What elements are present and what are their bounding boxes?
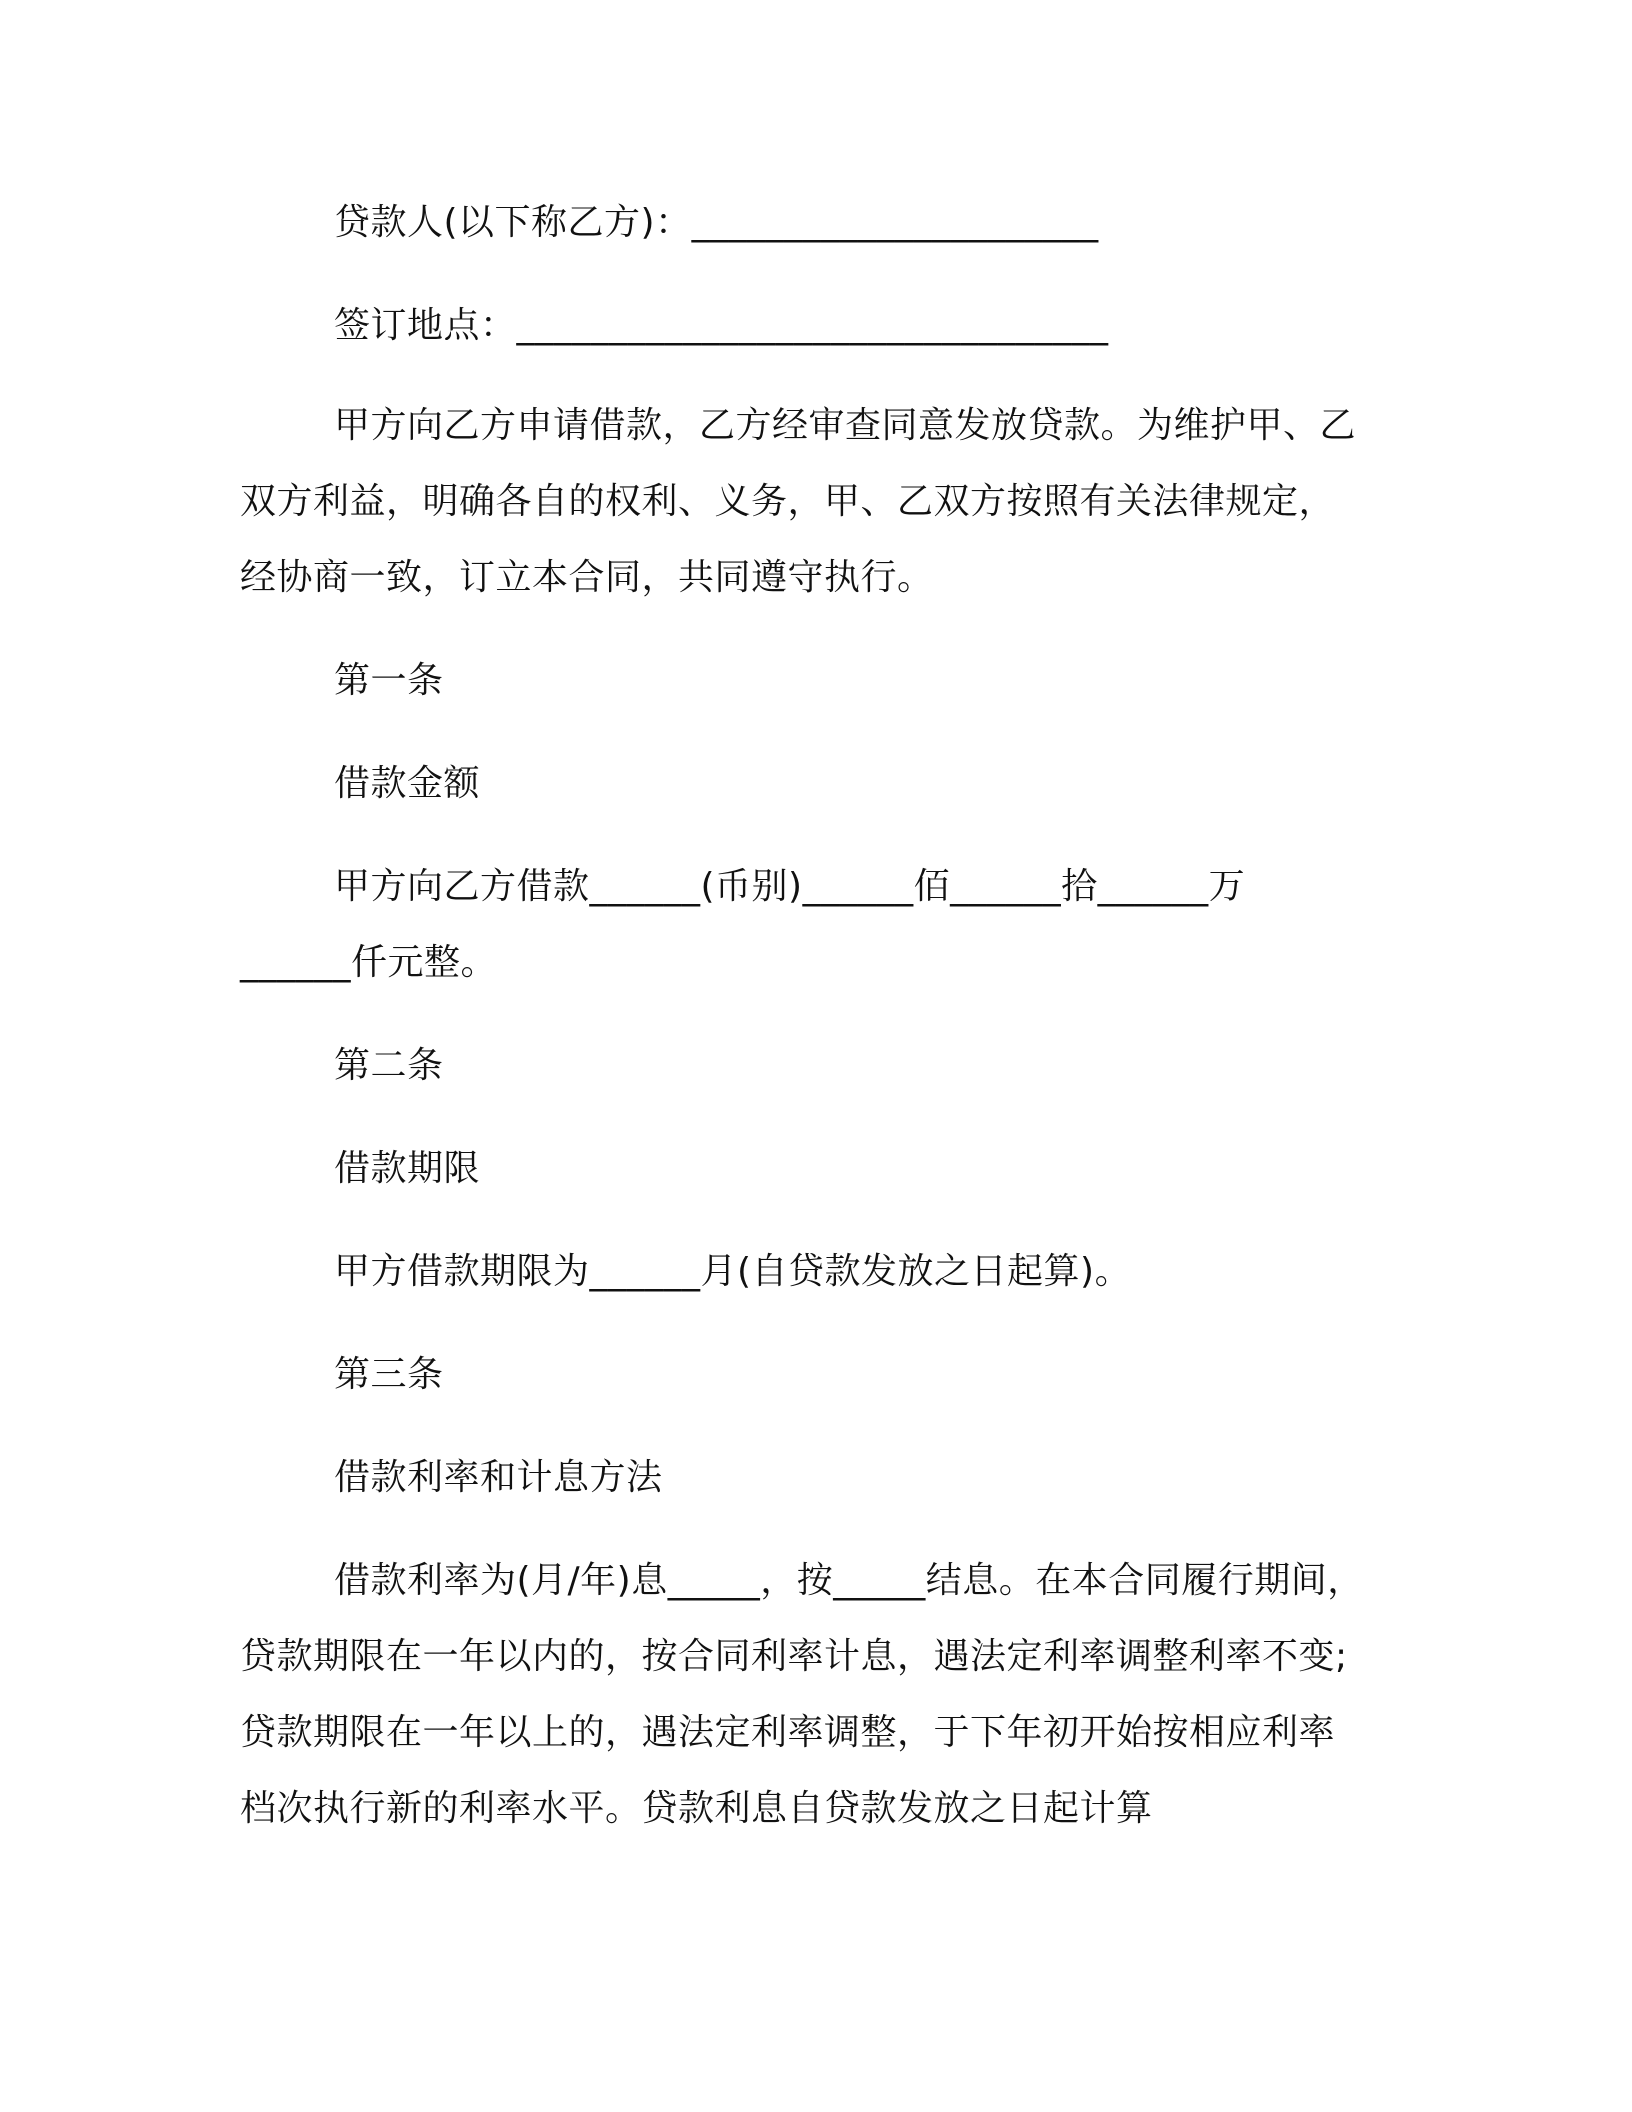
article-3-body-line-4: 档次执行新的利率水平。贷款利息自贷款发放之日起计算 bbox=[240, 1788, 1153, 1829]
preamble-line-3: 经协商一致，订立本合同，共同遵守执行。 bbox=[240, 557, 934, 598]
article-1-body-line-2: ______仟元整。 bbox=[240, 942, 498, 983]
article-1-body-line-1: 甲方向乙方借款______(币别)______佰______拾______万 bbox=[334, 866, 1246, 907]
article-3-body-line-1: 借款利率为(月/年)息_____，按_____结息。在本合同履行期间， bbox=[334, 1560, 1364, 1601]
article-3-body-line-3: 贷款期限在一年以上的，遇法定利率调整，于下年初开始按相应利率 bbox=[240, 1712, 1336, 1753]
lender-line: 贷款人(以下称乙方)：______________________ bbox=[334, 202, 1099, 243]
signing-location-line: 签订地点：________________________________ bbox=[334, 305, 1109, 346]
article-3-title: 借款利率和计息方法 bbox=[334, 1457, 663, 1498]
preamble-line-1: 甲方向乙方申请借款，乙方经审查同意发放贷款。为维护甲、乙 bbox=[334, 405, 1357, 446]
article-2-heading: 第二条 bbox=[334, 1045, 444, 1086]
article-3-heading: 第三条 bbox=[334, 1354, 444, 1395]
article-2-body: 甲方借款期限为______月(自贷款发放之日起算)。 bbox=[334, 1251, 1132, 1292]
article-3-body-line-2: 贷款期限在一年以内的，按合同利率计息，遇法定利率调整利率不变; bbox=[240, 1636, 1348, 1677]
article-2-title: 借款期限 bbox=[334, 1148, 481, 1189]
preamble-line-2: 双方利益，明确各自的权利、义务，甲、乙双方按照有关法律规定， bbox=[240, 481, 1336, 522]
article-1-heading: 第一条 bbox=[334, 660, 444, 701]
article-1-title: 借款金额 bbox=[334, 763, 481, 804]
